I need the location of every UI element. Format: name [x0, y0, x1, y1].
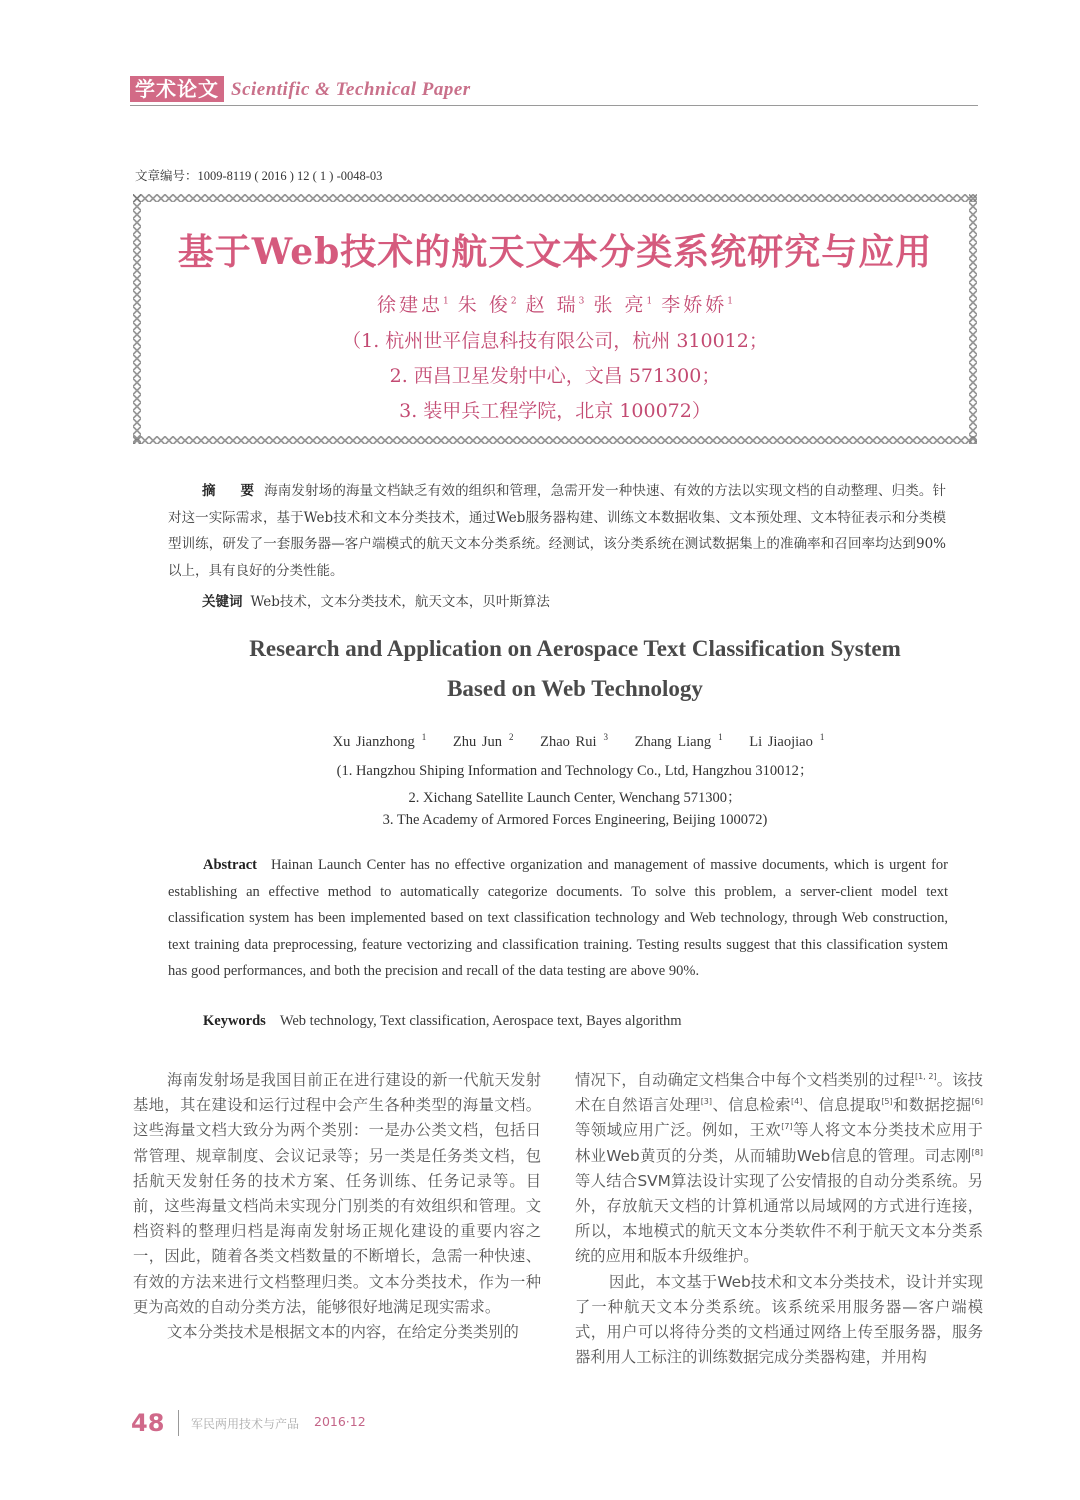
citation: [3]: [700, 1097, 713, 1107]
author: 张 亮$^1$: [593, 294, 653, 316]
keywords-label-en: Keywords: [203, 1013, 266, 1029]
affiliation-cn: （1. 杭州世平信息科技有限公司，杭州 310012；: [342, 330, 768, 352]
body-column-left: [133, 1068, 541, 1345]
decorative-border-bottom: [133, 436, 977, 444]
author: 李娇娇$^1$: [661, 294, 734, 316]
author-list-cn: [133, 290, 977, 317]
author-list-en: [130, 732, 1020, 751]
title-box: [133, 194, 977, 444]
abstract-en: [168, 852, 948, 985]
author: Zhang Liang $^1$: [634, 732, 723, 750]
affiliation-en: 2. Xichang Satellite Launch Center, Wenchang 571300；: [408, 790, 742, 806]
affiliation-en: 3. The Academy of Armored Forces Engineering, Beijing 100072): [382, 812, 768, 828]
paper-title-en-line1: Research and Application on Aerospace Text Classification System: [249, 636, 901, 661]
journal-name: 军民两用技术与产品: [191, 1417, 300, 1431]
article-number: 文章编号：1009-8119 ( 2016 ) 12 ( 1 ) -0048-03: [135, 169, 383, 183]
author: Zhu Jun $^2$: [452, 732, 514, 750]
paper-title-en-line2: Based on Web Technology: [447, 676, 703, 701]
author: 朱 俊$^2$: [457, 294, 517, 316]
abstract-label-cn: 摘 要: [202, 483, 265, 499]
citation: [8]: [971, 1147, 983, 1157]
issue-date: 2016·12: [314, 1414, 366, 1429]
body-paragraph: 文本分类技术是根据文本的内容，在给定分类类别的: [167, 1323, 519, 1342]
citation: [1, 2]: [914, 1071, 937, 1081]
paper-title-cn: 基于Web技术的航天文本分类系统研究与应用: [177, 231, 933, 273]
citation: [7]: [781, 1122, 793, 1132]
keywords-label-cn: 关键词: [202, 594, 243, 610]
section-title-en: Scientific & Technical Paper: [231, 79, 471, 100]
author: 徐建忠$^1$: [376, 294, 449, 316]
citation: [5]: [881, 1097, 893, 1107]
body-paragraph: 情况下，自动确定文档集合中每个文档类别的过程[1, 2]。该技术在自然语言处理[3]、信息检索[4]、信息提取[5]和数据挖掘[6]等领域应用广泛。例如，王欢[7]等人将文本分类技术应用于林业Web黄页的分类，从而辅助Web信息的管理。司志刚[8]等人结合SVM算法设计实现了公安情报的自动分类系统。另外，存放航天文档的计算机通常以局域网的方式进行连接，所以，本地模式的航天文本分类软件不利于航天文本分类系统的应用和版本升级维护。: [575, 1071, 983, 1266]
decorative-border-top: [133, 194, 977, 202]
section-badge: 学术论文: [130, 76, 224, 102]
abstract-text-cn: 海南发射场的海量文档缺乏有效的组织和管理，急需开发一种快速、有效的方法以实现文档的自动整理、归类。针对这一实际需求，基于Web技术和文本分类技术，通过Web服务器构建、训练文本数据收集、文本预处理、文本特征表示和分类模型训练，研发了一套服务器—客户端模式的航天文本分类系统。经测试，该分类系统在测试数据集上的准确率和召回率均达到90%以上，具有良好的分类性能。: [168, 483, 946, 579]
affiliation-cn: 2. 西昌卫星发射中心，文昌 571300；: [389, 365, 721, 387]
page-number: 48: [131, 1409, 165, 1437]
author: Zhao Rui $^3$: [540, 732, 608, 750]
affiliation-en: (1. Hangzhou Shiping Information and Technology Co., Ltd, Hangzhou 310012；: [336, 763, 814, 779]
author: 赵 瑞$^3$: [525, 294, 585, 316]
body-paragraph: 因此，本文基于Web技术和文本分类技术，设计并实现了一种航天文本分类系统。该系统采用服务器—客户端模式，用户可以将待分类的文档通过网络上传至服务器，服务器利用人工标注的训练数据完成分类器构建，并用构: [575, 1272, 983, 1367]
header-rule: [130, 105, 978, 106]
author: Xu Jianzhong $^1$: [332, 732, 427, 750]
abstract-cn: [168, 478, 946, 584]
citation: [4]: [791, 1097, 803, 1107]
body-column-right: [575, 1068, 983, 1370]
keywords-text-cn: Web技术，文本分类技术，航天文本，贝叶斯算法: [250, 594, 550, 610]
affiliation-cn: 3. 装甲兵工程学院，北京 100072）: [399, 400, 711, 422]
abstract-label-en: Abstract: [203, 857, 257, 873]
keywords-cn: [202, 590, 550, 610]
abstract-text-en: Hainan Launch Center has no effective organization and management of massive documents, which is urgent for establishing an effective method to automatically categorize documents. To solve this problem, a server-client model text classification system has been implemented based on text classification technology and Web technology, through Web construction, text training data preprocessing, feature vectorizing and classification training. Testing results suggest that this classification system has good performances, and both the precision and recall of the data testing are above 90%.: [168, 857, 948, 980]
citation: [6]: [971, 1097, 983, 1107]
keywords-en: [203, 1013, 682, 1030]
footer-divider: [178, 1410, 179, 1436]
body-paragraph: 海南发射场是我国目前正在进行建设的新一代航天发射基地，其在建设和运行过程中会产生各种类型的海量文档。这些海量文档大致分为两个类别：一是办公类文档，包括日常管理、规章制度、会议记录等；另一类是任务类文档，包括航天发射任务的技术方案、任务训练、任务记录等。目前，这些海量文档尚未实现分门别类的有效组织和管理。文档资料的整理归档是海南发射场正规化建设的重要内容之一，因此，随着各类文档数量的不断增长，急需一种快速、有效的方法来进行文档整理归类。文本分类技术，作为一种更为高效的自动分类方法，能够很好地满足现实需求。: [133, 1071, 541, 1316]
keywords-text-en: Web technology, Text classification, Aerospace text, Bayes algorithm: [279, 1013, 682, 1029]
author: Li Jiaojiao $^1$: [749, 732, 825, 750]
